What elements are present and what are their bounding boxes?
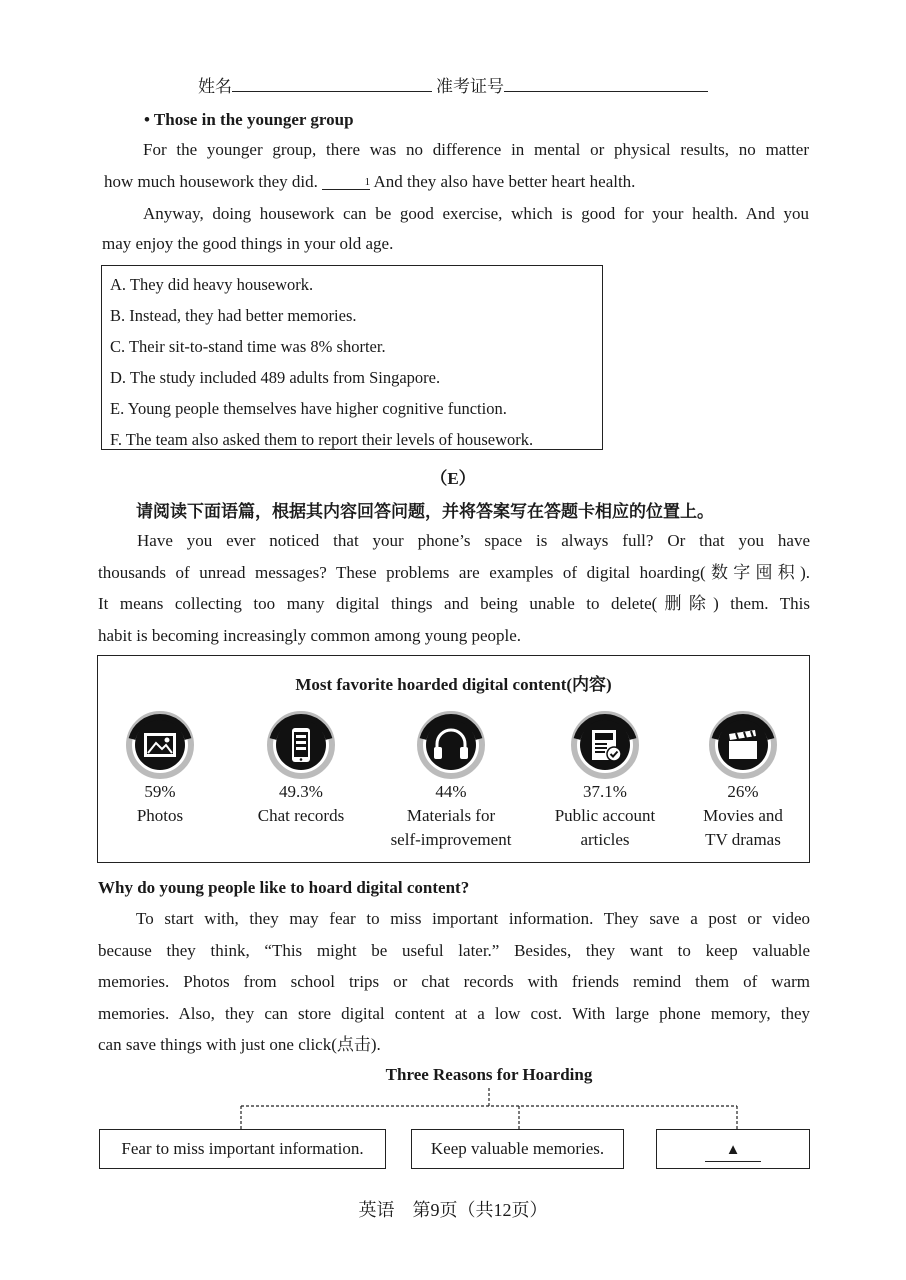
reason-box-3 <box>656 1129 810 1169</box>
why-line: memories. Photos from school trips or chat records with friends remind them of warm <box>98 972 810 991</box>
paragraph-line: For the younger group, there was no difference in mental or physical results, no matter <box>143 140 809 159</box>
option-a: A. They did heavy housework. <box>110 275 314 294</box>
infographic-title: Most favorite hoarded digital content(内容) <box>295 675 612 694</box>
headphones-icon <box>417 711 485 779</box>
item-label: Materials for <box>406 806 496 825</box>
intro-line: thousands of unread messages? These problems are examples of digital hoarding(数字囤积). <box>98 563 810 582</box>
page-footer: 英语 第9页（共12页） <box>358 1200 548 1220</box>
reason-box-1: Fear to miss important information. <box>99 1129 386 1169</box>
candidate-header <box>198 72 708 97</box>
id-blank <box>504 73 708 92</box>
name-blank <box>232 73 432 92</box>
why-line: can save things with just one click(点击). <box>98 1035 381 1054</box>
item-label: Public account <box>554 806 656 825</box>
why-line: To start with, they may fear to miss important information. They save a post or video <box>136 909 810 928</box>
article-icon <box>571 711 639 779</box>
paragraph-text: how much housework they did. <box>104 172 318 191</box>
infographic-item-photos <box>85 711 235 828</box>
options-box <box>101 265 603 450</box>
option-c: C. Their sit-to-stand time was 8% shorter. <box>110 337 386 356</box>
item-label: Movies and <box>703 806 783 825</box>
percent-value: 37.1% <box>583 782 627 801</box>
intro-line: habit is becoming increasingly common among young people. <box>98 626 522 645</box>
option-b: B. Instead, they had better memories. <box>110 306 357 325</box>
infographic-item-chat-records <box>226 711 376 828</box>
name-label: 姓名 <box>198 77 232 96</box>
answer-blank <box>322 175 370 190</box>
phone-chat-icon <box>267 711 335 779</box>
option-f: F. The team also asked them to report their levels of housework. <box>110 430 534 449</box>
option-e: E. Young people themselves have higher cognitive function. <box>110 399 507 418</box>
item-label: Chat records <box>257 806 345 825</box>
why-line: memories. Also, they can store digital content at a low cost. With large phone memory, they <box>98 1004 810 1023</box>
infographic-item-materials <box>376 711 526 852</box>
blank-number: 1 <box>364 176 371 188</box>
percent-value: 49.3% <box>279 782 323 801</box>
paragraph-line: may enjoy the good things in your old age. <box>102 234 394 253</box>
clapperboard-icon <box>709 711 777 779</box>
photo-icon <box>126 711 194 779</box>
id-label: 准考证号 <box>436 77 504 96</box>
percent-value: 26% <box>727 782 759 801</box>
item-label: Photos <box>136 806 184 825</box>
instruction: 请阅读下面语篇，根据其内容回答问题，并将答案写在答题卡相应的位置上。 <box>136 502 714 522</box>
intro-line: It means collecting too many digital things and being unable to delete(删除) them. This <box>98 594 810 613</box>
intro-line: Have you ever noticed that your phone’s space is always full? Or that you have <box>137 531 810 550</box>
why-line: because they think, “This might be useful later.” Besides, they want to keep valuable <box>98 941 810 960</box>
infographic-item-articles <box>530 711 680 852</box>
diagram-connector-lines <box>0 1086 906 1131</box>
item-label: TV dramas <box>705 830 781 849</box>
paragraph-text: And they also have better heart health. <box>373 172 636 191</box>
reason-box-2: Keep valuable memories. <box>411 1129 624 1169</box>
infographic-item-movies <box>668 711 818 852</box>
diagram-title: Three Reasons for Hoarding <box>385 1065 593 1084</box>
infographic-box <box>97 655 810 863</box>
answer-blank-triangle: ▲ <box>705 1139 761 1162</box>
section-heading: • Those in the younger group <box>144 110 354 129</box>
paragraph-line: Anyway, doing housework can be good exercise, which is good for your health. And you <box>143 204 809 223</box>
percent-value: 44% <box>435 782 467 801</box>
why-heading: Why do young people like to hoard digital content? <box>98 878 470 897</box>
percent-value: 59% <box>144 782 176 801</box>
item-label: self-improvement <box>390 830 512 849</box>
option-d: D. The study included 489 adults from Singapore. <box>110 368 441 387</box>
paragraph-line <box>104 166 635 197</box>
section-label: （E） <box>430 469 476 488</box>
item-label: articles <box>580 830 630 849</box>
